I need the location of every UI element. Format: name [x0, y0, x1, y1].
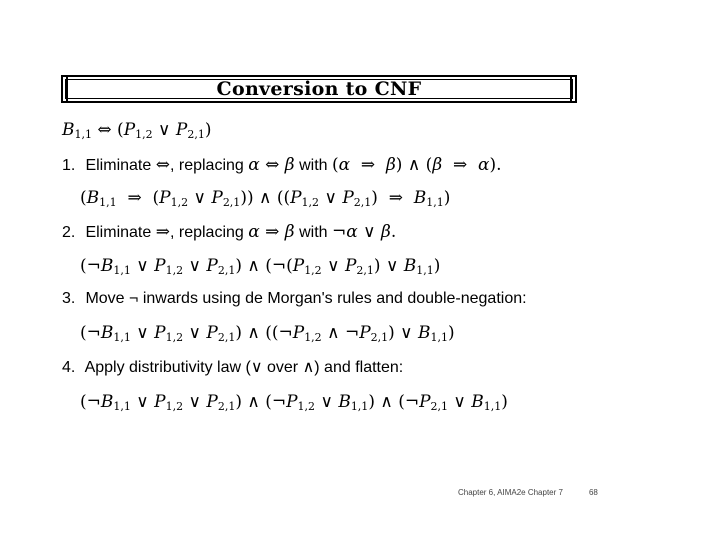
- biconditional-symbol: ⇔: [155, 155, 170, 175]
- step-4: [62, 357, 403, 377]
- step-number: 3.: [62, 290, 76, 307]
- slide-title: Conversion to CNF: [216, 78, 422, 100]
- step-rule-rhs: (α ⇒ β) ∧ (β ⇒ α).: [331, 155, 502, 175]
- implication-symbol: ⇒: [155, 222, 170, 242]
- step-1: [62, 155, 502, 175]
- step-number: 4.: [62, 359, 76, 376]
- step-rule-lhs: α ⇒ β: [248, 222, 295, 242]
- step-4-result: ($\neg B_{1,1}$ ∨ $P_{1,2}$ ∨ $P_{2,1}$) ∧ ($\neg P_{1,2}$ ∨ $B_{1,1}$) ∧ ($\neg P_{2,1}$ ∨ $B_{1,1}$): [80, 392, 508, 413]
- title-box: [61, 75, 577, 103]
- step-end: with: [299, 224, 328, 241]
- step-3: [62, 290, 527, 308]
- step-number: 1.: [62, 157, 76, 174]
- page-number: 68: [588, 488, 598, 497]
- step-lead: Eliminate: [85, 224, 152, 241]
- step-1-result: ($B_{1,1}$ ⇒ ($P_{1,2}$ ∨ $P_{2,1}$)) ∧ (($P_{1,2}$ ∨ $P_{2,1}$) ⇒ $B_{1,1}$): [80, 188, 451, 209]
- step-number: 2.: [62, 224, 76, 241]
- step-rule-rhs: ¬α ∨ β.: [331, 222, 397, 242]
- step-2: [62, 222, 396, 242]
- step-text: Apply distributivity law (∨ over ∧) and flatten:: [84, 359, 404, 376]
- step-lead: Eliminate: [85, 157, 152, 174]
- step-2-result: ($\neg B_{1,1}$ ∨ $P_{1,2}$ ∨ $P_{2,1}$) ∧ ($\neg(P_{1,2}$ ∨ $P_{2,1}$) ∨ $B_{1,1}$): [80, 256, 441, 277]
- step-end: with: [299, 157, 328, 174]
- step-rule-lhs: α ⇔ β: [248, 155, 295, 175]
- step-3-result: ($\neg B_{1,1}$ ∨ $P_{1,2}$ ∨ $P_{2,1}$) ∧ (($\neg P_{1,2}$ ∧ $\neg P_{2,1}$) ∨ $B_{1,1}$): [80, 323, 455, 344]
- step-mid: , replacing: [169, 224, 244, 241]
- slide-footer: [458, 488, 598, 497]
- original-formula: $B_{1,1}$ ⇔ ($P_{1,2}$ ∨ $P_{2,1}$): [62, 120, 212, 141]
- step-text: Move ¬ inwards using de Morgan's rules and double-negation:: [85, 290, 527, 307]
- footer-chapter: Chapter 6, AIMA2e Chapter 7: [458, 488, 563, 497]
- step-mid: , replacing: [169, 157, 244, 174]
